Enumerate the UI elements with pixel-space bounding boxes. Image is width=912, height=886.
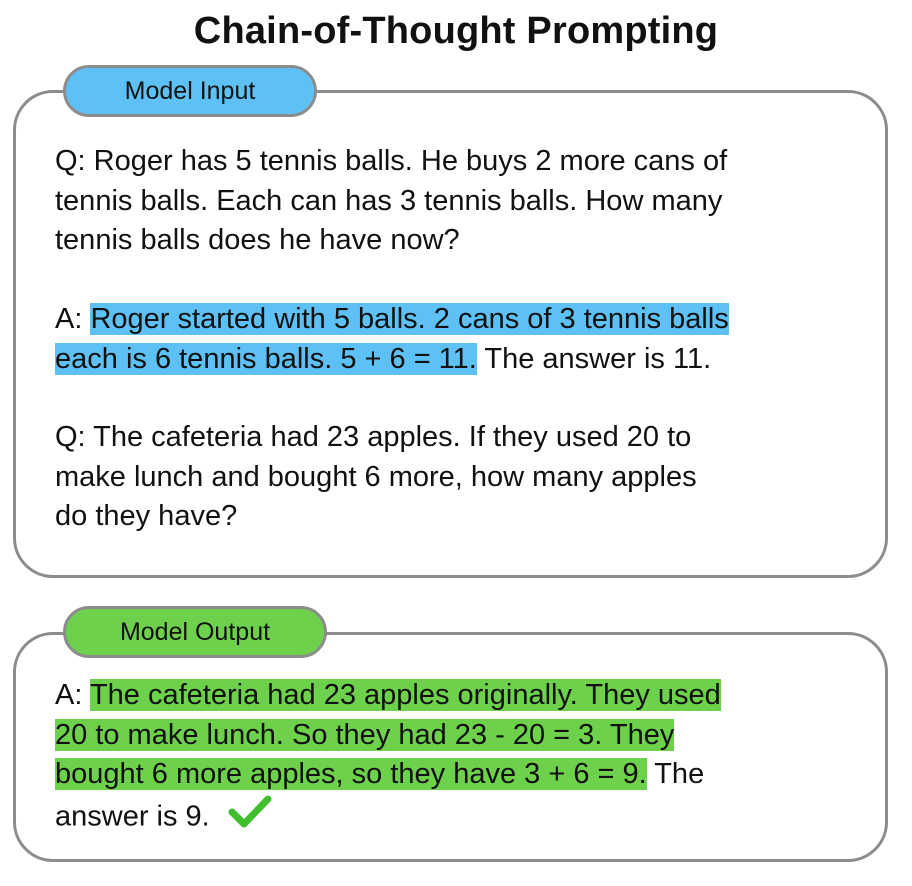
reasoning-highlight: each is 6 tennis balls. 5 + 6 = 11.	[55, 342, 477, 375]
reasoning-highlight: bought 6 more apples, so they have 3 + 6 = 9.	[55, 758, 647, 790]
answer-1-line	[55, 300, 865, 340]
answer-text: answer is 9.	[55, 799, 210, 832]
diagram-title: Chain-of-Thought Prompting	[193, 10, 719, 52]
model-output-tag: Model Output	[63, 606, 327, 658]
model-input-tag: Model Input	[63, 65, 317, 117]
answer-2-line	[55, 716, 855, 756]
answer-prefix: A:	[55, 679, 90, 711]
answer-text: The answer is 11.	[476, 342, 712, 375]
question-2-line: make lunch and bought 6 more, how many apples	[55, 460, 697, 493]
answer-1-line	[55, 340, 865, 380]
answer-2-line	[55, 676, 855, 716]
question-1-line: Q: Roger has 5 tennis balls. He buys 2 more cans of	[55, 145, 728, 177]
answer-text: The	[646, 758, 705, 790]
question-2-line: do they have?	[55, 500, 238, 532]
reasoning-highlight: The cafeteria had 23 apples originally. They used	[89, 679, 721, 711]
question-1-line: tennis balls. Each can has 3 tennis balls. How many	[55, 184, 723, 217]
reasoning-highlight: 20 to make lunch. So they had 23 - 20 = 3. They	[55, 718, 675, 751]
answer-2-line	[55, 755, 855, 795]
answer-1	[55, 300, 865, 379]
answer-prefix: A:	[55, 303, 91, 335]
answer-2-line	[55, 795, 855, 841]
answer-2	[55, 676, 855, 840]
question-2-line: Q: The cafeteria had 23 apples. If they used 20 to	[55, 421, 692, 453]
question-1	[55, 142, 865, 261]
reasoning-highlight: Roger started with 5 balls. 2 cans of 3 tennis balls	[90, 303, 729, 335]
checkmark-icon	[228, 795, 272, 841]
question-1-line: tennis balls does he have now?	[55, 224, 460, 256]
question-2	[55, 418, 865, 537]
